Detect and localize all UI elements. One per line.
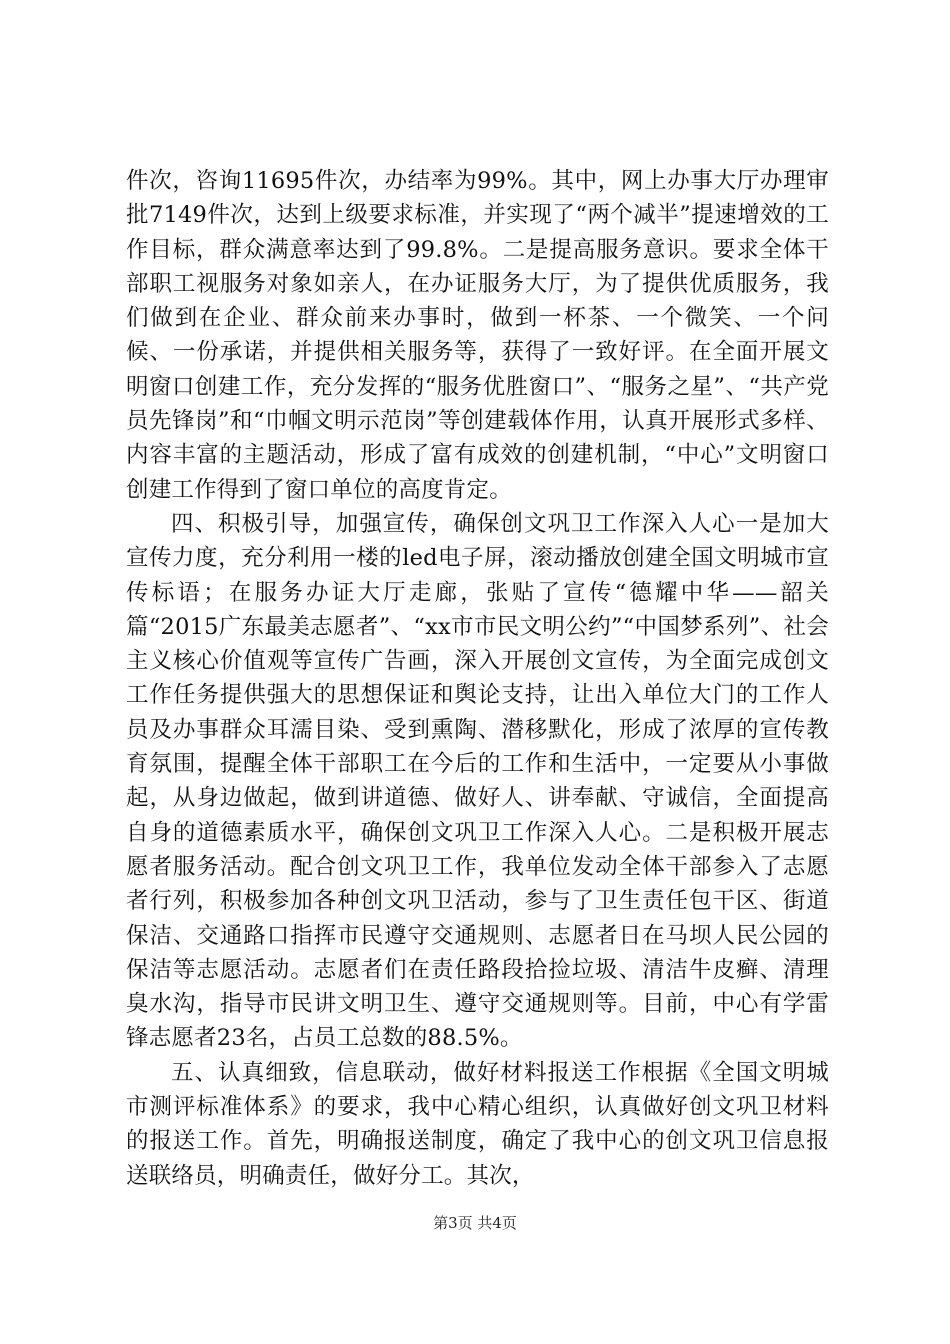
page-number: 第3页 共4页 [433, 1214, 517, 1232]
document-body [126, 164, 829, 1193]
page-footer [0, 1213, 950, 1233]
paragraph-section-four: 四、积极引导，加强宣传，确保创文巩卫工作深入人心一是加大宣传力度，充分利用一楼的led电子屏，滚动播放创建全国文明城市宣传标语；在服务办证大厅走廊，张贴了宣传“德耀中华——韶关篇“2015广东最美志愿者”、“xx市市民文明公约”“中国梦系列”、社会主义核心价值观等宣传广告画，深入开展创文宣传，为全面完成创文工作任务提供强大的思想保证和舆论支持，让出入单位大门的工作人员及办事群众耳濡目染、受到熏陶、潜移默化，形成了浓厚的宣传教育氛围，提醒全体干部职工在今后的工作和生活中，一定要从小事做起，从身边做起，做到讲道德、做好人、讲奉献、守诚信，全面提高自身的道德素质水平，确保创文巩卫工作深入人心。二是积极开展志愿者服务活动。配合创文巩卫工作，我单位发动全体干部参入了志愿者行列，积极参加各种创文巩卫活动，参与了卫生责任包干区、街道保洁、交通路口指挥市民遵守交通规则、志愿者日在马坝人民公园的保洁等志愿活动。志愿者们在责任路段拾捡垃圾、清洁牛皮癣、清理臭水沟，指导市民讲文明卫生、遵守交通规则等。目前，中心有学雷锋志愿者23名，占员工总数的88.5%。 [126, 510, 829, 1052]
paragraph-continuation: 件次，咨询11695件次，办结率为99%。其中，网上办事大厅办理审批7149件次，达到上级要求标准，并实现了“两个减半”提速增效的工作目标，群众满意率达到了99.8%。二是提高服务意识。要求全体干部职工视服务对象如亲人，在办证服务大厅，为了提供优质服务，我们做到在企业、群众前来办事时，做到一杯茶、一个微笑、一个问候、一份承诺，并提供相关服务等，获得了一致好评。在全面开展文明窗口创建工作，充分发挥的“服务优胜窗口”、“服务之星”、“共产党员先锋岗”和“巾帼文明示范岗”等创建载体作用，认真开展形式多样、内容丰富的主题活动，形成了富有成效的创建机制，“中心”文明窗口创建工作得到了窗口单位的高度肯定。 [126, 168, 829, 503]
paragraph-section-five: 五、认真细致，信息联动，做好材料报送工作根据《全国文明城市测评标准体系》的要求，我中心精心组织，认真做好创文巩卫材料的报送工作。首先，明确报送制度，确定了我中心的创文巩卫信息报送联络员，明确责任，做好分工。其次， [126, 1059, 829, 1189]
